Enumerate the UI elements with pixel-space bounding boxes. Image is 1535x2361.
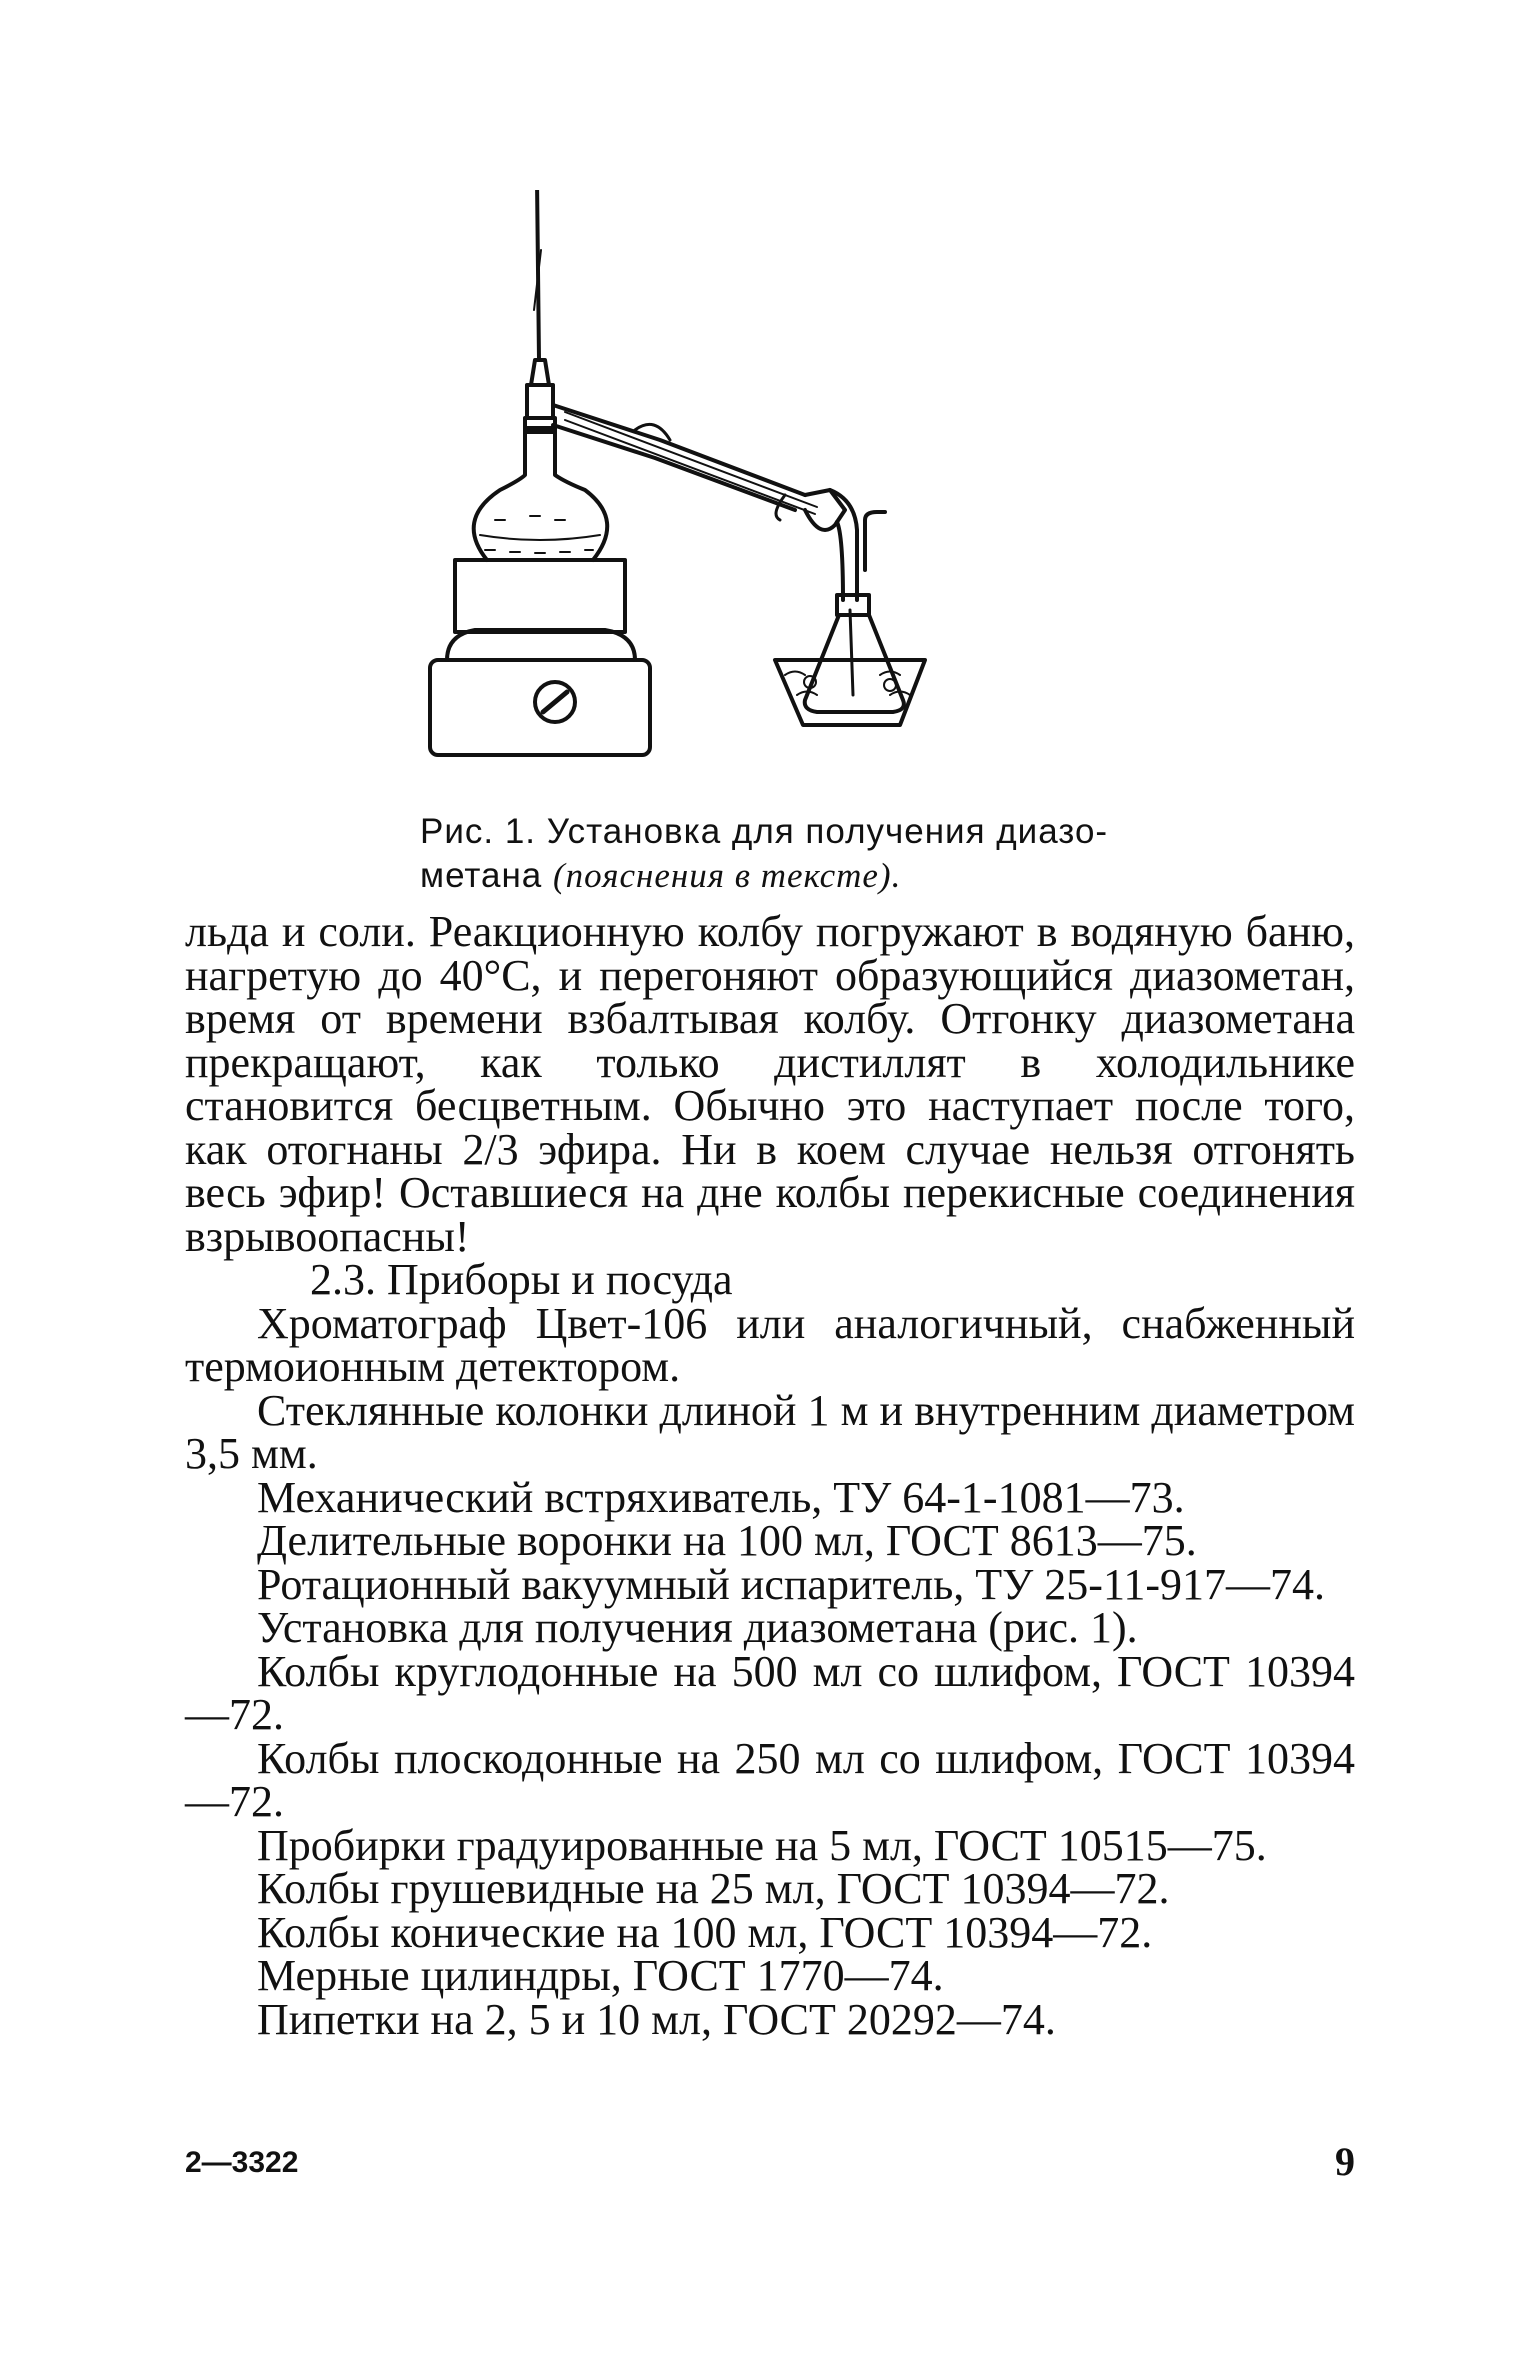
list-item: Пробирки градуированные на 5 мл, ГОСТ 10515—75. bbox=[257, 1820, 1267, 1870]
list-item: Колбы плоскодонные на 250 мл со шлифом, ГОСТ 10394—72. bbox=[185, 1733, 1355, 1826]
paragraph-1: льда и соли. Реакционную колбу погружают в водяную баню, нагретую до 40°С, и перегоняют образующийся диазометан, время от времени взбалтывая колбу. Отгонку диазометана прекращают, как только дистиллят в холодильнике становится бесцветным. Обычно это наступает после того, как отогнаны 2/3 эфира. Ни в коем случае нельзя отгонять весь эфир! Оставшиеся на дне колбы перекисные соединения взрывоопасны! bbox=[185, 907, 1355, 1261]
list-item: Установка для получения диазометана (рис. 1). bbox=[257, 1603, 1138, 1652]
list-item: Стеклянные колонки длиной 1 м и внутренним диаметром 3,5 мм. bbox=[185, 1385, 1355, 1478]
receiver-flask bbox=[805, 615, 904, 712]
heater-base bbox=[430, 660, 650, 755]
water-bath bbox=[455, 560, 625, 632]
list-item: Ротационный вакуумный испаритель, ТУ 25-11-917—74. bbox=[257, 1559, 1325, 1609]
list-item: Колбы конические на 100 мл, ГОСТ 10394—72. bbox=[257, 1907, 1153, 1957]
footer-code: 2—3322 bbox=[185, 2146, 299, 2179]
list-item: Механический встряхиватель, ТУ 64-1-1081—73. bbox=[257, 1472, 1185, 1522]
body-text bbox=[185, 907, 1355, 2044]
figure-caption-line1: Рис. 1. Установка для получения диазо- bbox=[420, 812, 1109, 851]
apparatus-figure bbox=[425, 190, 1145, 775]
figure-caption-line2-text: метана bbox=[420, 856, 553, 895]
list-item: Колбы круглодонные на 500 мл со шлифом, ГОСТ 10394—72. bbox=[185, 1646, 1355, 1739]
heater-top bbox=[447, 630, 635, 660]
figure-caption bbox=[420, 810, 1180, 898]
diazomethane-apparatus-drawing bbox=[425, 190, 1145, 775]
list-item: Пипетки на 2, 5 и 10 мл, ГОСТ 20292—74. bbox=[257, 1994, 1056, 2044]
figure-caption-note: (пояснения в тексте). bbox=[553, 856, 902, 895]
figure-caption-line2 bbox=[420, 854, 1180, 898]
list-item: Мерные цилиндры, ГОСТ 1770—74. bbox=[257, 1951, 944, 2000]
page-number: 9 bbox=[1335, 2139, 1355, 2184]
list-item: Делительные воронки на 100 мл, ГОСТ 8613—75. bbox=[257, 1516, 1197, 1565]
section-heading: 2.3. Приборы и посуда bbox=[310, 1255, 733, 1304]
list-item: Колбы грушевидные на 25 мл, ГОСТ 10394—72. bbox=[257, 1864, 1170, 1913]
list-item: Хроматограф Цвет-106 или аналогичный, снабженный термоионным детектором. bbox=[185, 1298, 1355, 1391]
